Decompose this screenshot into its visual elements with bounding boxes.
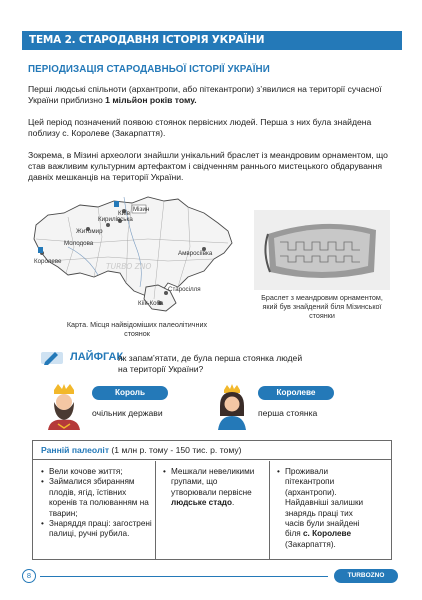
ukraine-map (28, 187, 238, 317)
paragraph-1-text: Перші людські спільноти (архантропи, або пітекантропи) з’явилися на території сучасної України приблизно (28, 84, 382, 106)
paragraph-2: Цей період позначений появою стоянок первісних людей. Перша з них була знайдена поблизу с. Королеве (Закарпаття). (28, 117, 372, 139)
paragraph-1 (28, 84, 398, 106)
paleolithic-table (32, 440, 392, 560)
table-header (33, 441, 391, 460)
queen-avatar-icon (212, 384, 252, 435)
map-label-molodova: Молодова (64, 240, 94, 247)
lifehack-question-line1: як запам’ятати, де була перша стоянка людей (118, 353, 303, 363)
map-label-kiik-koba: Кіїк-Коба (138, 300, 164, 307)
table-divider (269, 461, 270, 559)
map-label-amvrosiivka: Амвросіївка (178, 250, 213, 257)
list-item: • Знаряддя праці: загострені палиці, ручні рубила. (41, 519, 152, 539)
list-item: • Займалися збиранням плодів, ягід, їстівних коренів та полюванням на тварин; (41, 477, 149, 518)
king-association: очільник держави (92, 408, 163, 418)
topic-title: ТЕМА 2. СТАРОДАВНЯ ІСТОРІЯ УКРАЇНИ (29, 34, 265, 46)
map-label-korolevo: Королеве (34, 258, 62, 265)
map-label-zhytomyr: Житомир (76, 228, 103, 235)
map-caption: Карта. Місця найвідоміших палеолітичних стоянок (66, 320, 208, 338)
map-label-kyrylivska: Кирилівська (98, 216, 133, 223)
map-label-mizyn: Мізин (133, 206, 150, 213)
footer-logo: TURBOZNO (334, 569, 398, 583)
table-column-2 (163, 467, 263, 565)
map-watermark: TURBO ZNO (106, 262, 152, 271)
bracelet-caption: Браслет з меандровим орнаментом, який був знайдений біля Мізинської стоянки (261, 293, 383, 320)
lifehack-title: ЛАЙФГАК (70, 351, 124, 363)
king-avatar-icon (44, 384, 84, 435)
paragraph-1-bold: 1 мільйон років тому. (105, 95, 197, 106)
table-header-label (41, 445, 242, 455)
list-item: • Мешкали невеликими групами, що утворювали первісне людське стадо. (163, 467, 255, 508)
page-number: 8 (22, 569, 36, 583)
paragraph-3: Зокрема, в Мізині археологи знайшли унікальний браслет із меандровим орнаментом, що став важливим культурним артефактом і свідченням раннього мистецького обдарування давніх мешканців на території України. (28, 150, 388, 183)
table-header-period: Ранній палеоліт (41, 445, 110, 455)
table-column-3 (277, 467, 371, 565)
map-label-starosillia: Старосілля (168, 286, 201, 293)
queen-association: перша стоянка (258, 408, 318, 418)
map-label-kyiv: Київ (118, 210, 131, 217)
table-divider (155, 461, 156, 559)
list-item: • Вели кочове життя; (41, 467, 123, 476)
pencil-icon (40, 349, 64, 367)
queen-pill: Королеве (258, 386, 334, 400)
lifehack-question-line2: на території України? (118, 364, 204, 374)
list-item: • Проживали пітекантропи (архантропи). Найдавніші залишки знарядь праці тих часів були знайдені біля с. Королеве (Закарпаття). (277, 467, 364, 549)
section-title: ПЕРІОДИЗАЦІЯ СТАРОДАВНЬОЇ ІСТОРІЇ УКРАЇНИ (28, 64, 270, 75)
table-column-1 (41, 467, 153, 565)
king-pill: Король (92, 386, 168, 400)
topic-header (22, 31, 402, 50)
table-header-dates: (1 млн р. тому - 150 тис. р. тому) (109, 445, 242, 455)
footer-divider (40, 576, 328, 577)
bracelet-photo (254, 210, 390, 290)
